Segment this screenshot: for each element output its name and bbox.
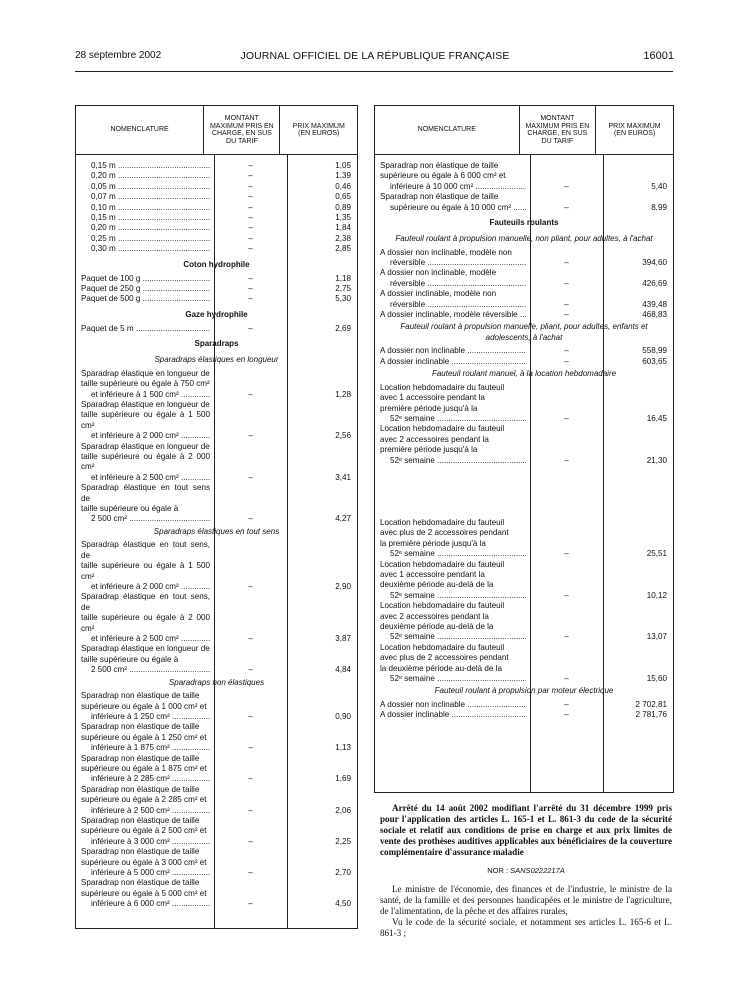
- description-line: Sparadrap non élastique de taille: [81, 722, 200, 732]
- description-line: la deuxième période au-delà de la: [380, 663, 502, 673]
- subsection-heading: Fauteuil roulant à propulsion manuelle, non pliant, pour adultes, à l'achat: [395, 234, 653, 244]
- section-heading: Sparadraps: [194, 339, 239, 349]
- description-line: taille supérieure ou égale à 2 000 cm²: [81, 613, 210, 633]
- prix-cell: 1,84: [335, 223, 351, 233]
- description-text: Paquet de 5 m .....: [81, 324, 210, 333]
- prix-cell: 2,85: [335, 244, 351, 254]
- description-text: 0,15 m .....: [91, 213, 210, 222]
- prix-cell: 5,40: [651, 181, 667, 191]
- prix-cell: 4,50: [335, 899, 351, 909]
- montant-cell: –: [248, 582, 253, 591]
- description-text: 2 500 cm² .....: [91, 514, 210, 523]
- column-rules: [375, 154, 673, 792]
- description-line: taille supérieure ou égale à: [81, 504, 179, 514]
- description-line: supérieure ou égale à 1 000 cm² et: [81, 701, 207, 711]
- prix-cell: 2,75: [335, 284, 351, 294]
- description-text: et inférieure à 2 000 cm² .....: [91, 431, 210, 440]
- description-text: 0,07 m .....: [91, 192, 210, 201]
- montant-cell: –: [248, 233, 253, 243]
- decree-nor: [380, 866, 672, 875]
- prix-cell: 1,05: [335, 161, 351, 170]
- header-rule: [75, 71, 673, 72]
- montant-cell: –: [248, 431, 253, 441]
- montant-cell: –: [248, 171, 253, 181]
- montant-cell: –: [564, 632, 569, 642]
- description-line: supérieure ou égale à 2 285 cm² et: [81, 795, 207, 805]
- subsection-heading: Fauteuil roulant manuel, à la location hebdomadaire: [431, 369, 617, 379]
- description-text: 0,25 m .....: [91, 234, 210, 243]
- description-text: supérieure ou égale à 10 000 cm² .....: [390, 203, 526, 212]
- description-text: 52ᵉ semaine .....: [390, 674, 526, 683]
- description-text: réversible .....: [390, 279, 526, 288]
- description-line: Sparadrap non élastique de taille: [81, 691, 200, 701]
- description-text: A dossier non inclinable .....: [380, 346, 526, 355]
- description-line: Sparadrap élastique en longueur de: [81, 368, 210, 378]
- prix-cell: 1,28: [335, 389, 351, 399]
- description-line: Sparadrap élastique en longueur de: [81, 644, 210, 654]
- montant-cell: –: [248, 472, 253, 482]
- prix-cell: 603,65: [642, 356, 667, 366]
- prix-cell: 2,25: [335, 836, 351, 846]
- description-line: deuxième période au-delà de la: [380, 580, 494, 590]
- montant-cell: –: [248, 665, 253, 675]
- description-line: taille supérieure ou égale à 1 500 cm²: [81, 410, 210, 430]
- header-journal-title: JOURNAL OFFICIEL DE LA RÉPUBLIQUE FRANÇAISE: [240, 50, 510, 62]
- column-header-prix: PRIX MAXIMUM (EN EUROS): [279, 106, 357, 154]
- description-text: inférieure à 3 000 cm² .....: [91, 837, 210, 846]
- description-line: taille supérieure ou égale à 750 cm²: [81, 379, 210, 389]
- prix-cell: 1,13: [335, 743, 351, 753]
- description-line: supérieure ou égale à 2 500 cm² et: [81, 826, 207, 836]
- prix-cell: 10,12: [646, 590, 667, 600]
- description-text: inférieure à 2 500 cm² .....: [91, 806, 210, 815]
- montant-cell: –: [564, 710, 569, 720]
- table-header: [375, 106, 673, 155]
- prix-cell: 0,46: [335, 181, 351, 191]
- prix-cell: 2,69: [335, 323, 351, 333]
- decree-article: [380, 803, 672, 939]
- description-line: supérieure ou égale à 3 000 cm² et: [81, 857, 207, 867]
- column-header-montant: MONTANT MAXIMUM PRIS EN CHARGE, EN SUS DU TARIF: [519, 106, 596, 154]
- section-heading: Coton hydrophile: [183, 259, 250, 269]
- description-line: Sparadrap élastique en tout sens, de: [81, 540, 210, 560]
- description-line: Sparadrap élastique en tout sens, de: [81, 592, 210, 612]
- montant-cell: –: [564, 309, 569, 319]
- montant-cell: –: [248, 899, 253, 909]
- montant-cell: –: [564, 356, 569, 366]
- header-date: 28 septembre 2002: [75, 50, 162, 61]
- prix-cell: 16,45: [646, 413, 667, 423]
- description-text: A dossier inclinable .....: [380, 357, 526, 366]
- prix-cell: 2 702,81: [635, 699, 667, 709]
- montant-cell: –: [248, 805, 253, 815]
- description-line: A dossier non inclinable, modèle non: [380, 247, 512, 257]
- description-text: et inférieure à 1 500 cm² .....: [91, 390, 210, 399]
- prix-cell: 2,70: [335, 868, 351, 878]
- table-header: [76, 106, 357, 155]
- description-line: première période jusqu'à la: [380, 445, 478, 455]
- column-header-nomenclature: NOMENCLATURE: [417, 126, 476, 134]
- description-text: et inférieure à 2 500 cm² .....: [91, 634, 210, 643]
- subsection-heading: Fauteuil roulant à propulsion manuelle, pliant, pour adultes, enfants et adolescents, à l'achat: [400, 322, 648, 342]
- montant-cell: –: [248, 181, 253, 191]
- prix-cell: 4,84: [335, 665, 351, 675]
- prix-cell: 21,30: [646, 455, 667, 465]
- description-text: inférieure à 6 000 cm² .....: [91, 899, 210, 908]
- montant-cell: –: [564, 549, 569, 559]
- montant-cell: –: [564, 278, 569, 288]
- description-text: 52ᵉ semaine .....: [390, 591, 526, 600]
- prix-cell: 1,69: [335, 774, 351, 784]
- description-line: Location hebdomadaire du fauteuil: [380, 517, 505, 527]
- decree-paragraph: Vu le code de la sécurité sociale, et notamment ses articles L. 165-6 et L. 861-3 ;: [380, 917, 672, 938]
- montant-cell: –: [248, 223, 253, 233]
- prix-cell: 15,60: [646, 674, 667, 684]
- description-text: et inférieure à 2 500 cm² .....: [91, 473, 210, 482]
- description-text: 0,30 m .....: [91, 244, 210, 253]
- description-line: Sparadrap non élastique de taille: [380, 161, 499, 170]
- prix-cell: 25,51: [646, 549, 667, 559]
- montant-cell: –: [564, 257, 569, 267]
- prix-cell: 2,06: [335, 805, 351, 815]
- description-text: 52ᵉ semaine .....: [390, 414, 526, 423]
- description-text: 0,20 m .....: [91, 171, 210, 180]
- montant-cell: –: [248, 294, 253, 304]
- prix-cell: 2,38: [335, 233, 351, 243]
- montant-cell: –: [248, 868, 253, 878]
- description-line: Sparadrap non élastique de taille: [81, 847, 200, 857]
- description-text: 52ᵉ semaine .....: [390, 456, 526, 465]
- description-text: A dossier inclinable, modèle réversible .....: [380, 310, 526, 319]
- description-text: inférieure à 5 000 cm² .....: [91, 868, 210, 877]
- prix-cell: 2 781,76: [635, 710, 667, 720]
- montant-cell: –: [248, 389, 253, 399]
- description-text: Paquet de 250 g .....: [81, 284, 210, 293]
- description-line: Location hebdomadaire du fauteuil: [380, 424, 505, 434]
- description-text: 52ᵉ semaine .....: [390, 549, 526, 558]
- description-line: Location hebdomadaire du fauteuil: [380, 642, 505, 652]
- prix-cell: 8,99: [651, 202, 667, 212]
- montant-cell: –: [564, 455, 569, 465]
- description-line: avec 2 accessoires pendant la: [380, 611, 489, 621]
- decree-title: Arrêté du 14 août 2002 modifiant l'arrêté du 31 décembre 1999 pris pour l'application des articles L. 165-1 et L. 861-3 du code de la sécurité sociale et relatif aux conditions de prise en charge et aux prix limites de vente des prothèses auditives applicables aux bénéficiaires de la couverture complémentaire d'assurance maladie: [380, 803, 672, 857]
- prix-cell: 2,90: [335, 582, 351, 591]
- description-line: Sparadrap élastique en longueur de: [81, 441, 210, 451]
- montant-cell: –: [248, 836, 253, 846]
- subsection-heading: Sparadraps élastiques en tout sens: [153, 526, 280, 536]
- description-line: supérieure ou égale à 1 250 cm² et: [81, 732, 207, 742]
- description-line: taille supérieure ou égale à 1 500 cm²: [81, 561, 210, 581]
- description-text: inférieure à 1 250 cm² .....: [91, 712, 210, 721]
- description-line: Location hebdomadaire du fauteuil: [380, 382, 505, 392]
- montant-cell: –: [564, 346, 569, 356]
- decree-paragraph: Le ministre de l'économie, des finances et de l'industrie, le ministre de la santé, de la famille et des personnes handicapées et le ministre de l'agriculture, de l'alimentation, de la pêche et des affaires rurales,: [380, 884, 672, 916]
- montant-cell: –: [564, 202, 569, 212]
- montant-cell: –: [564, 413, 569, 423]
- prix-cell: 426,69: [642, 278, 667, 288]
- montant-cell: –: [564, 299, 569, 309]
- description-line: Location hebdomadaire du fauteuil: [380, 601, 505, 611]
- description-line: avec 1 accessoire pendant la: [380, 393, 485, 403]
- montant-cell: –: [564, 181, 569, 191]
- description-line: Sparadrap non élastique de taille: [380, 192, 499, 202]
- header-page-number: 16001: [643, 50, 674, 62]
- montant-cell: –: [248, 284, 253, 294]
- prix-cell: 3,41: [335, 472, 351, 482]
- prix-cell: 0,90: [335, 711, 351, 721]
- description-text: inférieure à 10 000 cm² .....: [390, 182, 526, 191]
- description-line: A dossier non inclinable, modèle: [380, 268, 497, 278]
- montant-cell: –: [564, 674, 569, 684]
- prix-cell: 468,83: [642, 309, 667, 319]
- montant-cell: –: [248, 743, 253, 753]
- subsection-heading: Sparadraps non élastiques: [168, 677, 265, 687]
- montant-cell: –: [248, 161, 253, 170]
- section-heading: Fauteuils roulants: [489, 218, 559, 228]
- description-text: 0,10 m .....: [91, 203, 210, 212]
- prix-cell: 1,39: [335, 171, 351, 181]
- description-line: Location hebdomadaire du fauteuil: [380, 559, 505, 569]
- description-text: et inférieure à 2 000 cm² .....: [91, 582, 210, 591]
- montant-cell: –: [248, 202, 253, 212]
- description-text: 2 500 cm² .....: [91, 665, 210, 674]
- prix-cell: 3,87: [335, 634, 351, 644]
- description-text: 0,15 m .....: [91, 161, 210, 170]
- description-line: Sparadrap élastique en tout sens de: [81, 483, 210, 503]
- prix-cell: 394,60: [642, 257, 667, 267]
- montant-cell: –: [248, 711, 253, 721]
- description-line: supérieure ou égale à 1 875 cm² et: [81, 764, 207, 773]
- montant-cell: –: [248, 192, 253, 202]
- description-text: 0,05 m .....: [91, 182, 210, 191]
- description-text: inférieure à 1 875 cm² .....: [91, 743, 210, 752]
- montant-cell: –: [564, 590, 569, 600]
- column-rules: [76, 154, 357, 928]
- prix-cell: 4,27: [335, 514, 351, 524]
- prix-cell: 1,18: [335, 273, 351, 283]
- prix-cell: 0,65: [335, 192, 351, 202]
- description-text: 52ᵉ semaine .....: [390, 632, 526, 641]
- description-text: Paquet de 500 g .....: [81, 294, 210, 303]
- description-line: avec 1 accessoire pendant la: [380, 569, 485, 579]
- subsection-heading: Fauteuil roulant à propulsion par moteur électrique: [434, 686, 614, 696]
- prix-cell: 1,35: [335, 213, 351, 223]
- prix-cell: 13,07: [646, 632, 667, 642]
- description-line: supérieure ou égale à 5 000 cm² et: [81, 888, 207, 898]
- prix-cell: 558,99: [642, 346, 667, 356]
- description-line: A dossier inclinable, modèle non: [380, 289, 497, 299]
- prix-cell: 439,48: [642, 299, 667, 309]
- montant-cell: –: [248, 514, 253, 524]
- montant-cell: –: [248, 213, 253, 223]
- subsection-heading: Sparadraps élastiques en longueur: [154, 355, 279, 365]
- montant-cell: –: [248, 774, 253, 784]
- column-header-montant: MONTANT MAXIMUM PRIS EN CHARGE, EN SUS DU TARIF: [203, 106, 279, 154]
- description-text: A dossier inclinable .....: [380, 710, 526, 719]
- description-line: avec plus de 2 accessoires pendant: [380, 653, 509, 663]
- prix-cell: 5,30: [335, 294, 351, 304]
- description-text: 0,20 m .....: [91, 223, 210, 232]
- tariff-table-right: [374, 105, 674, 793]
- description-text: réversible .....: [390, 258, 526, 267]
- description-line: la première période jusqu'à la: [380, 538, 486, 548]
- description-text: A dossier non inclinable .....: [380, 700, 526, 709]
- montant-cell: –: [248, 634, 253, 644]
- column-header-nomenclature: NOMENCLATURE: [110, 126, 169, 134]
- description-line: première période jusqu'à la: [380, 403, 478, 413]
- description-line: deuxième période au-delà de la: [380, 622, 494, 631]
- description-line: Sparadrap non élastique de taille: [81, 878, 200, 888]
- section-heading: Gaze hydrophile: [185, 309, 248, 319]
- prix-cell: 0,89: [335, 202, 351, 212]
- montant-cell: –: [248, 323, 253, 333]
- description-line: Sparadrap élastique en longueur de: [81, 400, 210, 409]
- montant-cell: –: [248, 273, 253, 283]
- description-text: Paquet de 100 g .....: [81, 274, 210, 283]
- montant-cell: –: [248, 244, 253, 254]
- description-line: Sparadrap non élastique de taille: [81, 784, 200, 794]
- description-text: inférieure à 2 285 cm² .....: [91, 774, 210, 783]
- description-line: avec plus de 2 accessoires pendant: [380, 528, 509, 538]
- tariff-table-left: [75, 105, 358, 929]
- nor-code: SANS0222217A: [510, 866, 565, 875]
- description-line: Sparadrap non élastique de taille: [81, 753, 200, 763]
- description-line: supérieure ou égale à 6 000 cm² et: [380, 171, 506, 181]
- column-header-prix: PRIX MAXIMUM (EN EUROS): [595, 106, 673, 154]
- description-line: Sparadrap non élastique de taille: [81, 816, 200, 826]
- description-line: avec 2 accessoires pendant la: [380, 434, 489, 444]
- description-line: taille supérieure ou égale à 2 000 cm²: [81, 452, 210, 472]
- prix-cell: 2,56: [335, 431, 351, 441]
- description-text: réversible .....: [390, 300, 526, 309]
- description-line: taille supérieure ou égale à: [81, 654, 179, 664]
- montant-cell: –: [564, 699, 569, 709]
- nor-label: NOR :: [487, 866, 511, 875]
